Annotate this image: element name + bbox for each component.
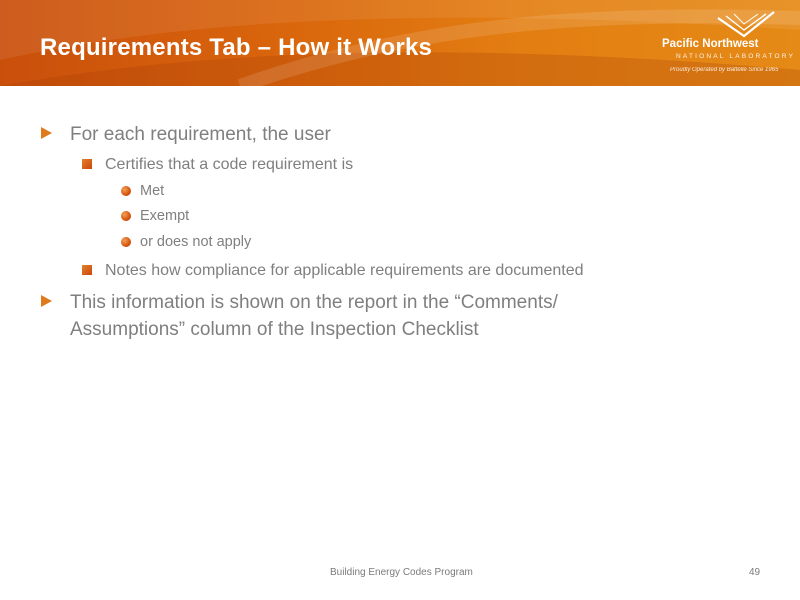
slide-title: Requirements Tab – How it Works (40, 34, 433, 61)
pnnl-logo-mark-icon (716, 10, 778, 40)
pnnl-logo (656, 10, 796, 78)
bullet-level2: Notes how compliance for applicable requirements are documented (105, 262, 584, 279)
logo-tagline: Proudly Operated by Battelle Since 1965 (670, 67, 779, 73)
bullet-dot-icon (121, 186, 131, 196)
bullet-level1: For each requirement, the user (70, 124, 331, 145)
bullet-level1-line1: This information is shown on the report in the “Comments/ (70, 292, 558, 313)
bullet-square-icon (82, 265, 92, 275)
bullet-dot-icon (121, 211, 131, 221)
footer-page-number: 49 (749, 567, 761, 578)
bullet-triangle-icon (41, 127, 52, 139)
bullet-dot-icon (121, 237, 131, 247)
logo-name: Pacific Northwest (662, 38, 759, 50)
bullet-level1-line2: Assumptions” column of the Inspection Checklist (70, 319, 479, 340)
bullet-level3: or does not apply (140, 234, 252, 250)
bullet-level3: Exempt (140, 208, 190, 224)
footer-program-name: Building Energy Codes Program (330, 567, 473, 578)
bullet-level3: Met (140, 183, 165, 199)
bullet-triangle-icon (41, 295, 52, 307)
bullet-square-icon (82, 159, 92, 169)
bullet-level2: Certifies that a code requirement is (105, 156, 354, 173)
title-bar (0, 0, 800, 86)
logo-subtitle: NATIONAL LABORATORY (676, 53, 796, 60)
